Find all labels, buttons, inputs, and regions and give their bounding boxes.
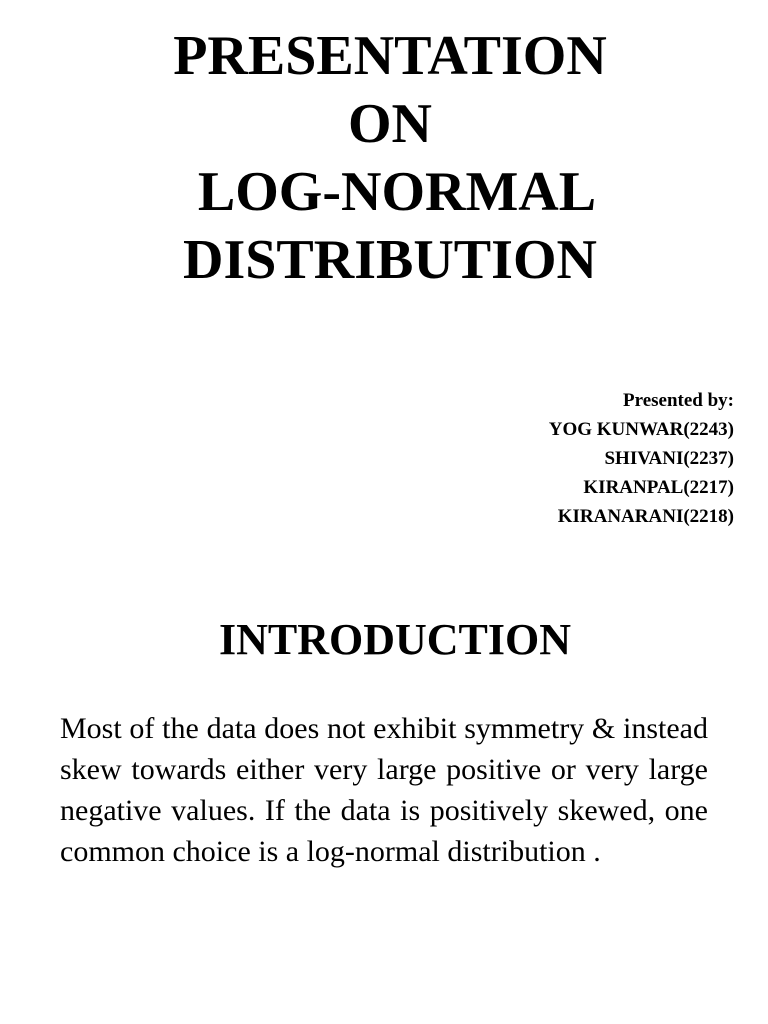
title-line: ON — [348, 93, 432, 155]
introduction-heading: INTRODUCTION — [218, 615, 572, 664]
title-line: PRESENTATION — [173, 25, 607, 87]
presenter-name: SHIVANI(2237) — [604, 448, 734, 469]
presenter-name: KIRANARANI(2218) — [557, 506, 734, 527]
presenter-name: KIRANPAL(2217) — [583, 477, 734, 498]
presenter-name: YOG KUNWAR(2243) — [548, 419, 734, 440]
title-line: LOG-NORMAL — [183, 161, 597, 223]
presented-by-label: Presented by: — [623, 390, 734, 411]
introduction-paragraph: Most of the data does not exhibit symmetry & instead skew towards either very large positive or very large negative values. If the data is positively skewed, one common choice is a log-normal distribution . — [60, 712, 708, 868]
presenters-block — [549, 386, 734, 531]
title-line: DISTRIBUTION — [183, 229, 597, 291]
presentation-title — [0, 22, 768, 294]
